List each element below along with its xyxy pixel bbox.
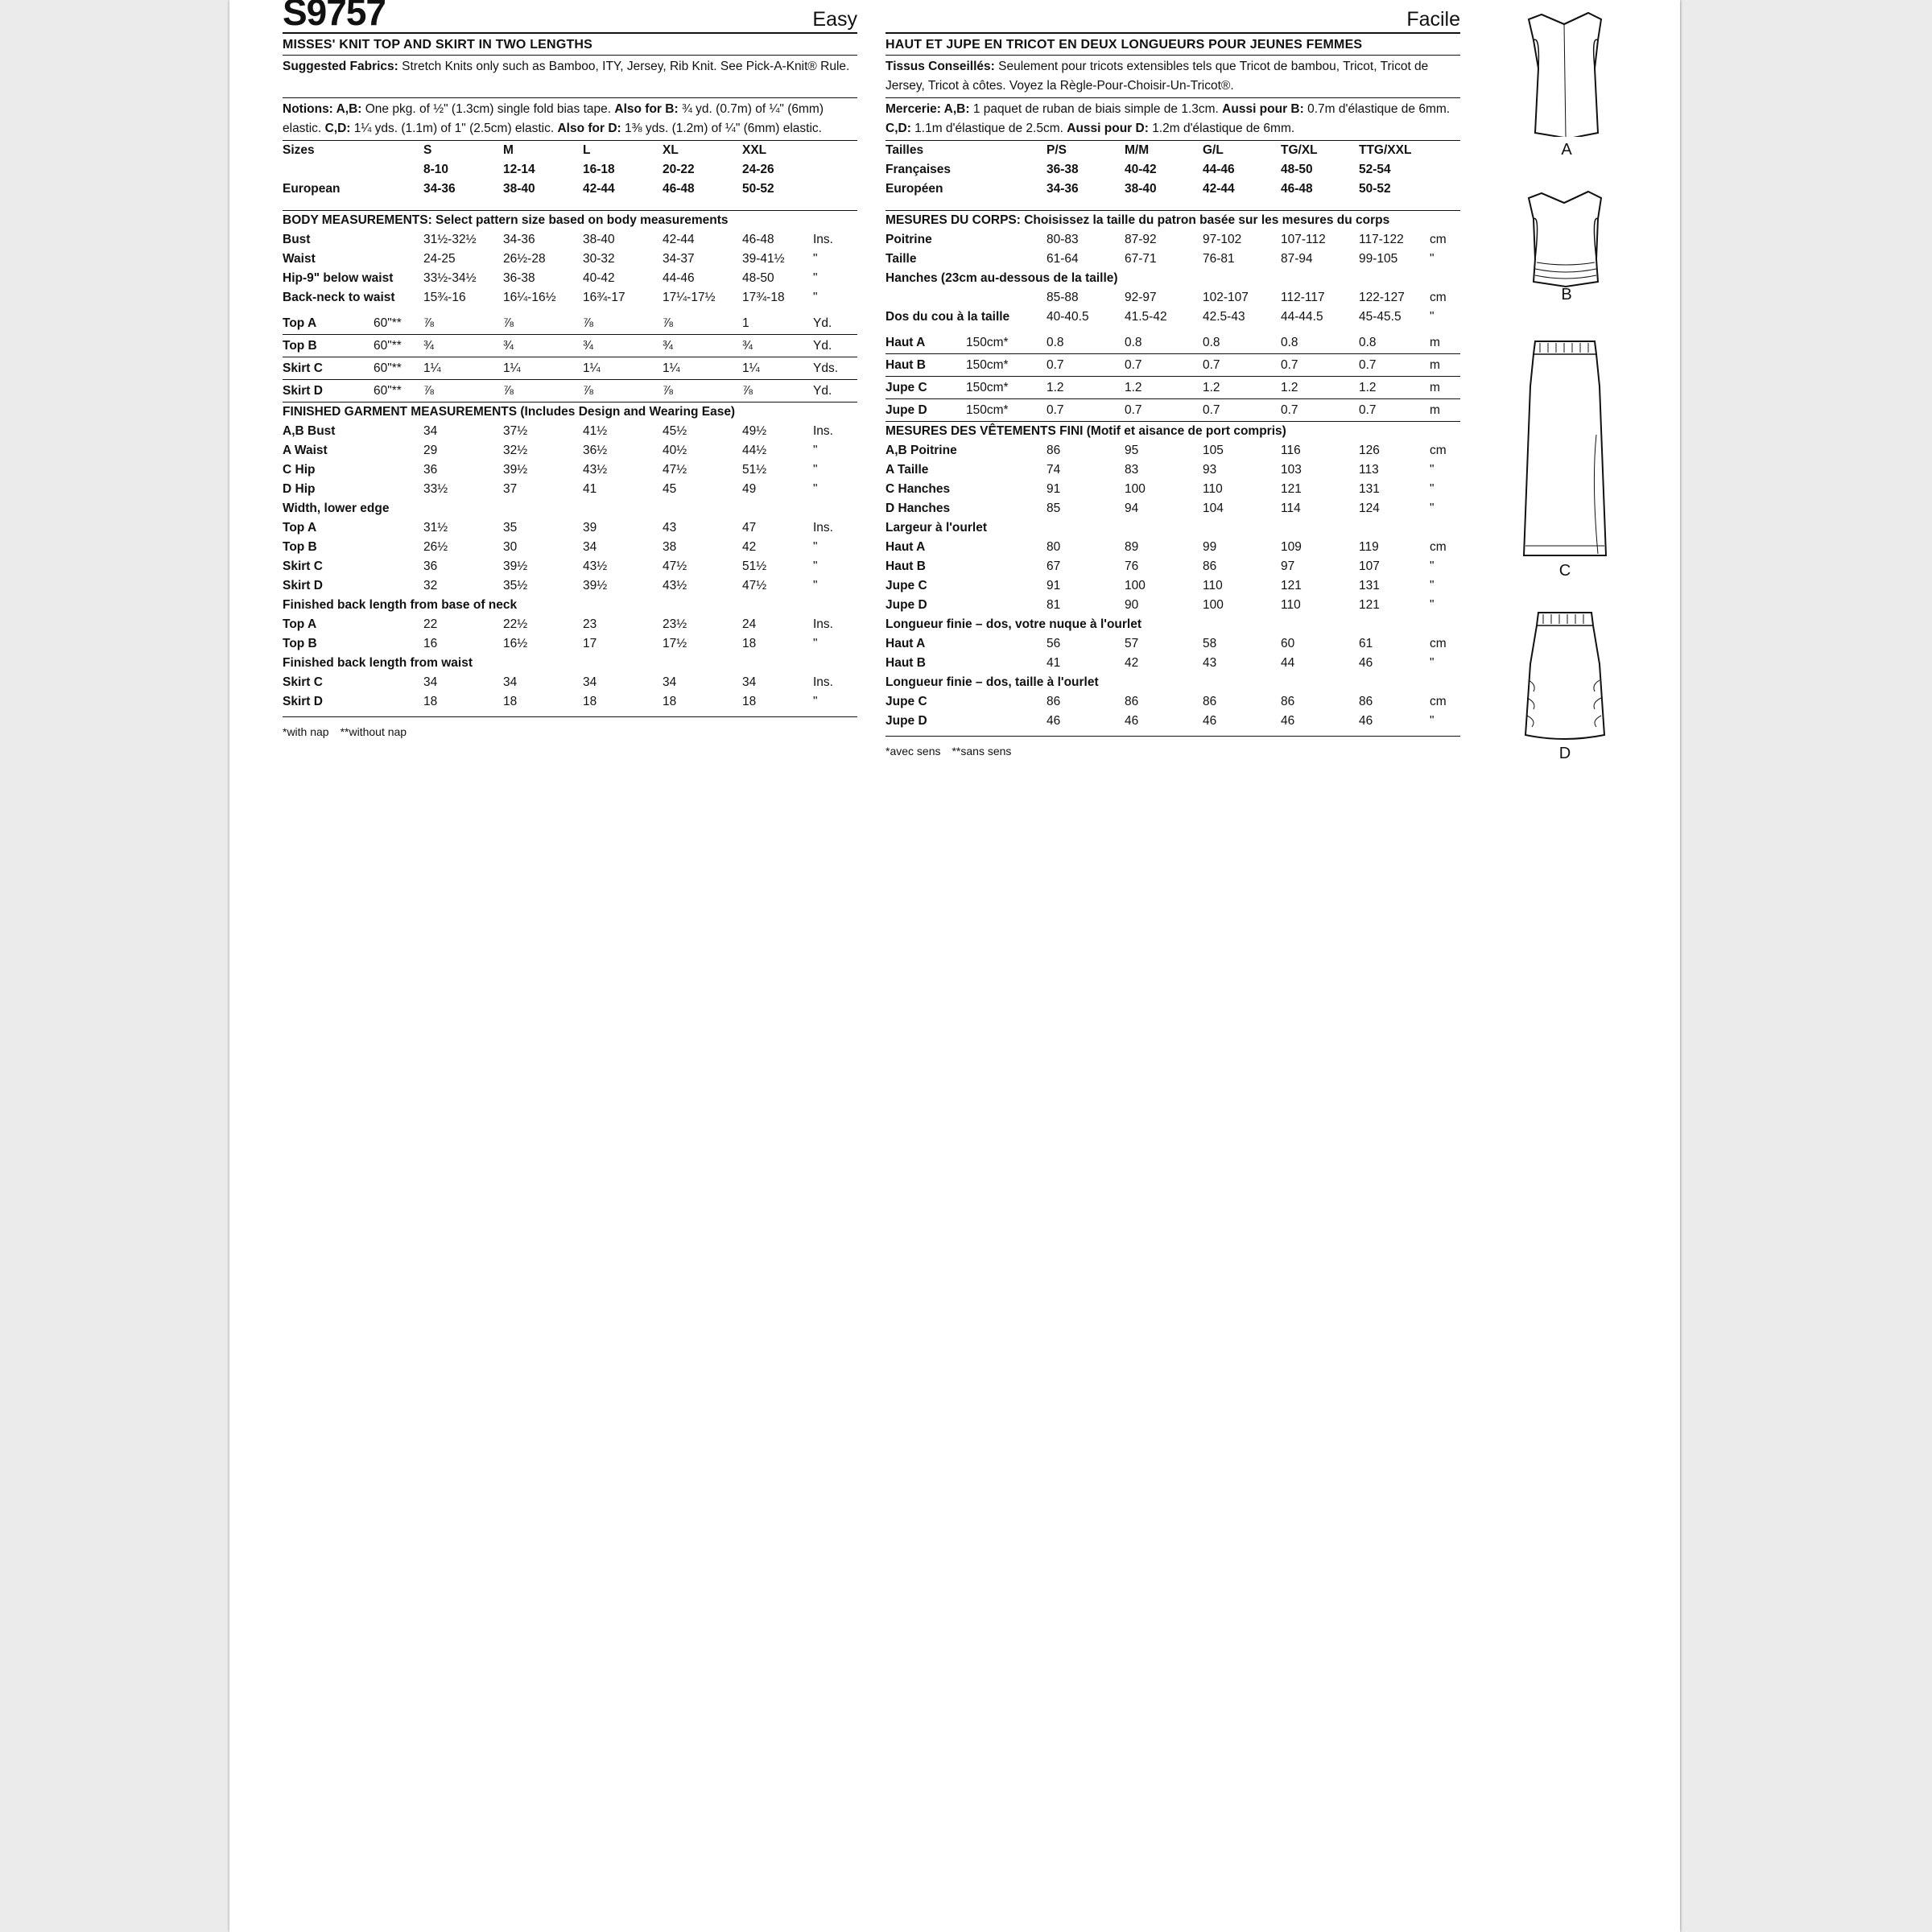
suggested-fabrics: Suggested Fabrics: Stretch Knits only such as Bamboo, ITY, Jersey, Rib Knit. See Pick-A-Knit® Rule. (283, 55, 857, 97)
notions: Notions: A,B: One pkg. of ½" (1.3cm) single fold bias tape. Also for B: ¾ yd. (0.7m) of ¼" (6mm) elastic. C,D: 1¼ yds. (1.1m) of 1" (2.5cm) elastic. Also for D: 1⅜ yds. (1.2m) of ¼" (6mm) elastic. (283, 97, 857, 140)
back-length-waist-heading: Finished back length from waist (283, 656, 473, 670)
pattern-title: MISSES' KNIT TOP AND SKIRT IN TWO LENGTHS (283, 32, 857, 55)
hip-row-fr: 85-88 92-97 102-107 112-117 122-127 cm Dos du cou à la taille 40-40.5 41.5-42 42.5-43 44-44.5 45-45.5 " (886, 291, 1447, 324)
sizes-table-fr: Tailles P/S M/M G/L TG/XL TTG/XXL Françaises 36-38 40-42 44-46 48-50 52-54 Européen 34-36 38-40 42-44 46-48 50-52 (886, 143, 1412, 196)
pattern-title-fr: HAUT ET JUPE EN TRICOT EN DEUX LONGUEURS POUR JEUNES FEMMES (886, 32, 1460, 55)
finished-measurements-heading-fr: MESURES DES VÊTEMENTS FINI (Motif et aisance de port compris) (886, 424, 1286, 438)
difficulty-level-fr: Facile (1406, 8, 1460, 31)
table-row: Jupe C 150cm* 1.2 1.2 1.2 1.2 1.2 m (886, 377, 1460, 399)
difficulty-level: Easy (812, 8, 857, 31)
hip-label-fr: Hanches (23cm au-dessous de la taille) (886, 271, 1118, 285)
table-row: Jupe D 81 90 100 110 121 " (886, 598, 1435, 612)
table-row: Jupe D 46 46 46 46 46 " (886, 714, 1435, 728)
table-row: Jupe C 86 86 86 86 86 cm (886, 695, 1447, 708)
pattern-sheet (229, 0, 1680, 1932)
width-lower-edge-heading: Width, lower edge (283, 502, 390, 515)
view-c-skirt-illustration (1516, 338, 1612, 559)
english-column (283, 0, 857, 738)
body-measurements-table-fr (886, 230, 1460, 269)
back-length-neck-heading-fr: Longueur finie – dos, votre nuque à l'ourlet (886, 617, 1142, 631)
table-row: Skirt C 60"** 1¼ 1¼ 1¼ 1¼ 1¼ Yds. (283, 357, 857, 380)
table-row: A,B Poitrine 86 95 105 116 126 cm (886, 444, 1447, 457)
body-measurements-heading: BODY MEASUREMENTS: Select pattern size based on body measurements (283, 213, 729, 227)
table-row: Haut A 56 57 58 60 61 cm (886, 637, 1447, 650)
table-row: Haut A 80 89 99 109 119 cm (886, 540, 1447, 554)
table-row: Poitrine 80-83 87-92 97-102 107-112 117-122 cm (886, 233, 1447, 246)
view-a-top-illustration (1517, 8, 1614, 137)
view-b-label: B (1561, 286, 1572, 303)
back-length-waist-table-fr (886, 692, 1460, 731)
table-row: Skirt C 34 34 34 34 34 Ins. (283, 675, 833, 689)
table-row: C Hanches 91 100 110 121 131 " (886, 482, 1435, 496)
table-row: Top A 60"** ⅞ ⅞ ⅞ ⅞ 1 Yd. (283, 312, 857, 335)
width-lower-edge-table-fr (886, 538, 1460, 615)
back-length-neck-table-fr (886, 634, 1460, 673)
table-row: D Hip 33½ 37 41 45 49 " (283, 482, 818, 496)
footnotes: *with nap **without nap (283, 725, 407, 738)
table-row: Top A 31½ 35 39 43 47 Ins. (283, 521, 833, 535)
finished-measurements-table-fr (886, 441, 1460, 518)
view-d-label: D (1558, 745, 1571, 762)
footnotes-fr: *avec sens **sans sens (886, 745, 1012, 758)
table-row: Top B 26½ 30 34 38 42 " (283, 540, 818, 554)
french-column (886, 0, 1460, 758)
table-row: Haut B 41 42 43 44 46 " (886, 656, 1435, 670)
table-row: Skirt D 32 35½ 39½ 43½ 47½ " (283, 579, 818, 592)
finished-measurements-table (283, 422, 857, 499)
back-length-neck-heading: Finished back length from base of neck (283, 598, 518, 612)
table-row: Hip-9" below waist 33½-34½ 36-38 40-42 44-46 48-50 " (283, 271, 818, 285)
table-row: Top B 60"** ¾ ¾ ¾ ¾ ¾ Yd. (283, 335, 857, 357)
table-row: Back-neck to waist 15¾-16 16¼-16½ 16¾-17 17¼-17½ 17¾-18 " (283, 291, 818, 304)
table-row: Haut B 67 76 86 97 107 " (886, 559, 1435, 573)
table-row: Bust 31½-32½ 34-36 38-40 42-44 46-48 Ins. (283, 233, 833, 246)
view-d-skirt-illustration (1516, 608, 1612, 745)
view-c-label: C (1558, 562, 1571, 580)
pattern-number: S9757 (283, 0, 386, 33)
yardage-table (283, 312, 857, 402)
table-row: Skirt D 18 18 18 18 18 " (283, 695, 818, 708)
back-length-neck-table (283, 615, 857, 654)
notions-fr: Mercerie: A,B: 1 paquet de ruban de biais simple de 1.3cm. Aussi pour B: 0.7m d'élastique de 6mm. C,D: 1.1m d'élastique de 2.5cm. Aussi pour D: 1.2m d'élastique de 6mm. (886, 97, 1460, 140)
finished-measurements-heading: FINISHED GARMENT MEASUREMENTS (Includes Design and Wearing Ease) (283, 405, 736, 419)
width-lower-edge-table (283, 518, 857, 596)
table-row: Waist 24-25 26½-28 30-32 34-37 39-41½ " (283, 252, 818, 266)
table-row: Haut B 150cm* 0.7 0.7 0.7 0.7 0.7 m (886, 354, 1460, 377)
table-row: A,B Bust 34 37½ 41½ 45½ 49½ Ins. (283, 424, 833, 438)
table-row: Jupe C 91 100 110 121 131 " (886, 579, 1435, 592)
table-row: Top A 22 22½ 23 23½ 24 Ins. (283, 617, 833, 631)
table-row: Jupe D 150cm* 0.7 0.7 0.7 0.7 0.7 m (886, 399, 1460, 422)
body-measurements-table (283, 230, 857, 308)
view-b-top-illustration (1517, 187, 1614, 290)
view-a-label: A (1561, 141, 1572, 159)
back-length-waist-table (283, 673, 857, 712)
yardage-table-fr (886, 332, 1460, 422)
table-row: Skirt C 36 39½ 43½ 47½ 51½ " (283, 559, 818, 573)
back-length-waist-heading-fr: Longueur finie – dos, taille à l'ourlet (886, 675, 1099, 689)
table-row: A Waist 29 32½ 36½ 40½ 44½ " (283, 444, 818, 457)
table-row: Top B 16 16½ 17 17½ 18 " (283, 637, 818, 650)
table-row: Haut A 150cm* 0.8 0.8 0.8 0.8 0.8 m (886, 332, 1460, 354)
body-measurements-heading-fr: MESURES DU CORPS: Choisissez la taille du patron basée sur les mesures du corps (886, 213, 1390, 227)
table-row: Taille 61-64 67-71 76-81 87-94 99-105 " (886, 252, 1435, 266)
table-row: A Taille 74 83 93 103 113 " (886, 463, 1435, 477)
suggested-fabrics-fr: Tissus Conseillés: Seulement pour tricots extensibles tels que Tricot de bambou, Tricot, Tricot de Jersey, Tricot à côtes. Voyez la Règle-Pour-Choisir-Un-Tricot®. (886, 55, 1460, 97)
sizes-table: Sizes S M L XL XXL 8-10 12-14 16-18 20-22 24-26 European 34-36 38-40 42-44 46-48 50-52 (283, 143, 774, 196)
width-lower-edge-heading-fr: Largeur à l'ourlet (886, 521, 987, 535)
table-row: Skirt D 60"** ⅞ ⅞ ⅞ ⅞ ⅞ Yd. (283, 380, 857, 402)
table-row: D Hanches 85 94 104 114 124 " (886, 502, 1435, 515)
table-row: C Hip 36 39½ 43½ 47½ 51½ " (283, 463, 818, 477)
